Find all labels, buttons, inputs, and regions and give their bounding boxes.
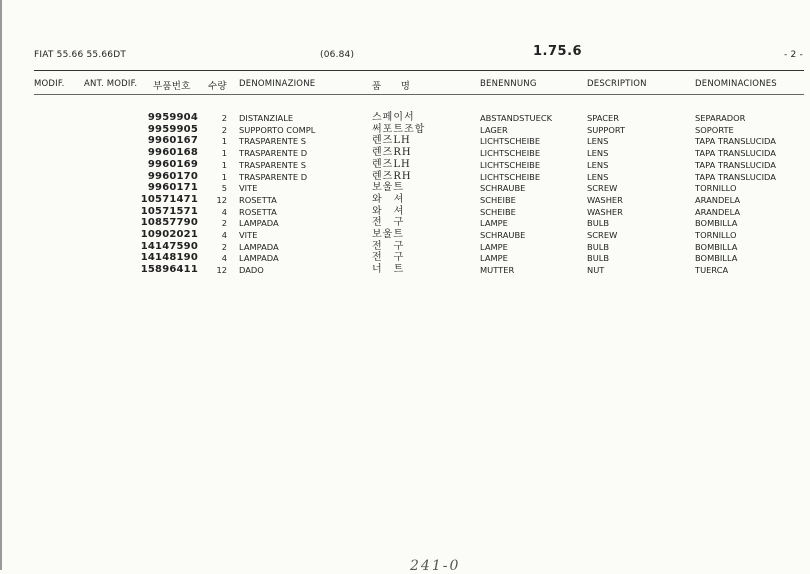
page-number: - 2 -	[784, 50, 803, 60]
denominazione-cell: LAMPADA	[239, 218, 279, 229]
denominazione-cell: ROSETTA	[239, 206, 277, 217]
benennung-cell: LICHTSCHEIBE	[480, 136, 541, 147]
part-number: 9960168	[147, 147, 198, 159]
denominaciones-cell: TORNILLO	[695, 230, 737, 240]
table-row	[0, 206, 810, 218]
denominazione-cell: VITE	[239, 183, 258, 194]
description-cell: BULB	[587, 218, 610, 229]
quantity: 1	[221, 148, 227, 159]
col-part-number-ko: 부품번호	[153, 81, 191, 92]
benennung-cell: LAMPE	[480, 253, 508, 264]
part-number: 14147590	[140, 240, 198, 252]
quantity: 1	[221, 159, 227, 170]
quantity: 2	[221, 218, 227, 229]
part-number: 10571471	[140, 193, 198, 205]
quantity: 4	[221, 206, 227, 217]
part-number: 14148190	[140, 252, 198, 264]
benennung-cell: LICHTSCHEIBE	[480, 159, 541, 170]
table-row	[0, 229, 810, 241]
denominazione-cell: ROSETTA	[239, 194, 277, 205]
denominaciones-cell: TAPA TRANSLUCIDA	[695, 136, 776, 147]
denominaciones-cell: TAPA TRANSLUCIDA	[695, 159, 776, 170]
col-name-ko: 품 명	[372, 81, 411, 92]
description-cell: SUPPORT	[587, 124, 626, 135]
part-number: 9959904	[147, 112, 198, 123]
col-qty-ko: 수량	[208, 81, 227, 92]
korean-name-cell: 와 셔	[372, 193, 405, 205]
benennung-cell: SCHEIBE	[480, 206, 516, 217]
denominazione-cell: DADO	[239, 265, 264, 276]
denominaciones-cell: TORNILLO	[695, 183, 737, 194]
denominazione-cell: TRASPARENTE S	[239, 136, 307, 147]
denominazione-cell: LAMPADA	[239, 241, 279, 252]
quantity: 1	[221, 136, 227, 147]
description-cell: BULB	[587, 241, 610, 252]
part-number: 9959905	[147, 123, 198, 135]
korean-name-cell: 보울트	[372, 182, 404, 194]
denominaciones-cell: BOMBILLA	[695, 218, 738, 229]
denominaciones-cell: TAPA TRANSLUCIDA	[695, 171, 776, 182]
denominazione-cell: TRASPARENTE S	[239, 159, 307, 170]
part-number: 9960171	[147, 182, 198, 194]
denominaciones-cell: ARANDELA	[695, 194, 741, 205]
model-title: FIAT 55.66 55.66DT	[34, 50, 127, 60]
korean-name-cell: 전 구	[372, 240, 405, 252]
denominazione-cell: SUPPORTO COMPL	[239, 124, 316, 135]
edition-date: (06.84)	[320, 50, 355, 60]
description-cell: LENS	[587, 159, 609, 170]
quantity: 4	[221, 230, 227, 240]
description-cell: SCREW	[587, 230, 618, 240]
benennung-cell: SCHRAUBE	[480, 183, 526, 194]
quantity: 2	[221, 113, 227, 123]
table-row	[0, 194, 810, 206]
table-row	[0, 252, 810, 264]
denominazione-cell: TRASPARENTE D	[239, 148, 308, 159]
table-row	[0, 124, 810, 136]
benennung-cell: SCHEIBE	[480, 194, 516, 205]
description-cell: NUT	[587, 265, 605, 276]
col-modif: MODIF.	[34, 79, 65, 89]
korean-name-cell: 너 트	[372, 264, 405, 276]
table-row	[0, 217, 810, 229]
table-row	[0, 171, 810, 183]
part-number: 15896411	[140, 264, 198, 276]
benennung-cell: ABSTANDSTUECK	[480, 113, 553, 123]
korean-name-cell: 전 구	[372, 252, 405, 264]
table-row	[0, 264, 810, 276]
description-cell: SPACER	[587, 113, 620, 123]
col-ant-modif: ANT. MODIF.	[84, 79, 138, 89]
benennung-cell: LICHTSCHEIBE	[480, 171, 541, 182]
denominazione-cell: DISTANZIALE	[239, 113, 294, 123]
table-row	[0, 135, 810, 147]
denominaciones-cell: TUERCA	[695, 265, 729, 276]
korean-name-cell: 렌즈LH	[372, 135, 411, 147]
denominaciones-cell: BOMBILLA	[695, 241, 738, 252]
part-number: 9960167	[147, 135, 198, 147]
korean-name-cell: 렌즈RH	[372, 147, 412, 159]
denominaciones-cell: SEPARADOR	[695, 113, 746, 123]
quantity: 2	[221, 241, 227, 252]
denominaciones-cell: SOPORTE	[695, 124, 734, 135]
col-benennung: BENENNUNG	[480, 79, 537, 89]
part-number: 9960170	[147, 170, 198, 182]
korean-name-cell: 전 구	[372, 217, 405, 229]
quantity: 2	[221, 124, 227, 135]
quantity: 12	[216, 265, 227, 276]
table-row	[0, 182, 810, 194]
part-number: 9960169	[147, 158, 198, 170]
col-denominazione: DENOMINAZIONE	[239, 79, 316, 89]
header-rule	[34, 70, 804, 71]
korean-name-cell: 렌즈LH	[372, 158, 411, 170]
description-cell: WASHER	[587, 194, 623, 205]
part-number: 10571571	[140, 205, 198, 217]
denominazione-cell: VITE	[239, 230, 258, 240]
korean-name-cell: 스페이서	[372, 112, 415, 123]
denominaciones-cell: TAPA TRANSLUCIDA	[695, 148, 776, 159]
quantity: 5	[221, 183, 227, 194]
description-cell: SCREW	[587, 183, 618, 194]
part-number: 10857790	[140, 217, 198, 229]
description-cell: BULB	[587, 253, 610, 264]
benennung-cell: SCHRAUBE	[480, 230, 526, 240]
col-description: DESCRIPTION	[587, 79, 647, 89]
benennung-cell: LAMPE	[480, 218, 508, 229]
benennung-cell: LAMPE	[480, 241, 508, 252]
section-number: 1.75.6	[533, 44, 583, 59]
part-number: 10902021	[140, 229, 198, 240]
denominaciones-cell: BOMBILLA	[695, 253, 738, 264]
description-cell: LENS	[587, 148, 609, 159]
page-edge	[0, 0, 2, 570]
column-header-rule	[34, 94, 804, 95]
table-row	[0, 241, 810, 253]
col-denominaciones: DENOMINACIONES	[695, 79, 777, 89]
description-cell: WASHER	[587, 206, 623, 217]
korean-name-cell: 렌즈RH	[372, 170, 412, 182]
handwritten-page-mark: 241-0	[410, 558, 461, 574]
benennung-cell: MUTTER	[480, 265, 515, 276]
quantity: 1	[221, 171, 227, 182]
table-row	[0, 159, 810, 171]
korean-name-cell: 와 셔	[372, 205, 405, 217]
benennung-cell: LAGER	[480, 124, 508, 135]
denominazione-cell: LAMPADA	[239, 253, 279, 264]
description-cell: LENS	[587, 171, 609, 182]
table-row	[0, 112, 810, 124]
denominazione-cell: TRASPARENTE D	[239, 171, 308, 182]
benennung-cell: LICHTSCHEIBE	[480, 148, 541, 159]
description-cell: LENS	[587, 136, 609, 147]
denominaciones-cell: ARANDELA	[695, 206, 741, 217]
quantity: 12	[216, 194, 227, 205]
table-row	[0, 147, 810, 159]
korean-name-cell: 써포트조합	[372, 123, 426, 135]
quantity: 4	[221, 253, 227, 264]
korean-name-cell: 보울트	[372, 229, 404, 240]
